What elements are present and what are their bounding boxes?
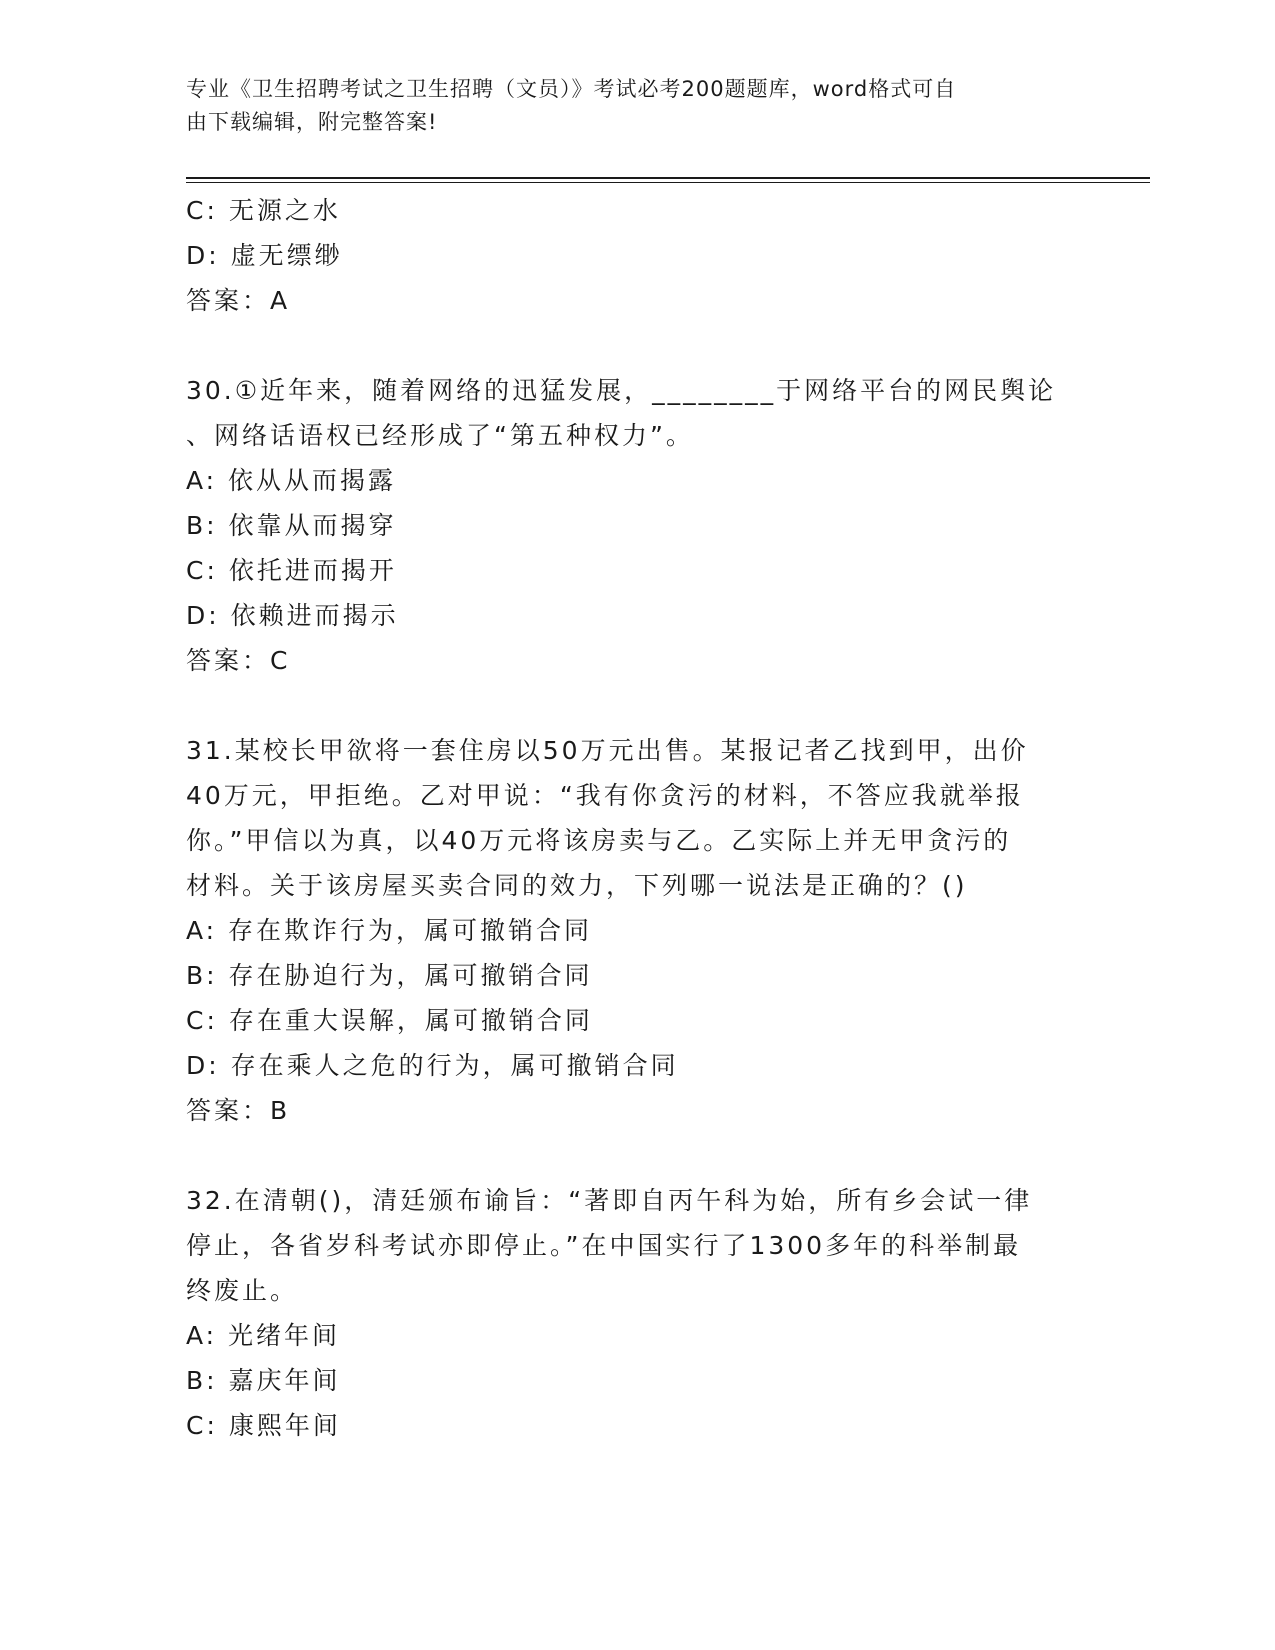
q31-option-d: D: 存在乘人之危的行为，属可撤销合同	[186, 1051, 679, 1080]
q31-stem-line-2: 40万元，甲拒绝。乙对甲说：“我有你贪污的材料，不答应我就举报	[186, 781, 1024, 810]
q31-option-a: A: 存在欺诈行为，属可撤销合同	[186, 916, 593, 945]
q31-option-c: C: 存在重大误解，属可撤销合同	[186, 1006, 593, 1035]
q30-stem-line-1: 30.①近年来，随着网络的迅猛发展，________于网络平台的网民舆论	[186, 376, 1057, 405]
q32-option-c: C: 康熙年间	[186, 1411, 341, 1440]
q30-option-a: A: 依从从而揭露	[186, 466, 397, 495]
q31-answer: 答案：B	[186, 1096, 291, 1125]
q30-stem-line-2: 、网络话语权已经形成了“第五种权力”。	[186, 421, 694, 450]
q32-option-a: A: 光绪年间	[186, 1321, 341, 1350]
q32-stem-line-3: 终废止。	[186, 1276, 299, 1305]
header-line-1: 专业《卫生招聘考试之卫生招聘（文员）》考试必考200题题库，word格式可自	[186, 77, 957, 101]
header-divider-thick	[186, 177, 1150, 179]
q30-answer: 答案：C	[186, 646, 291, 675]
q32-stem-line-2: 停止，各省岁科考试亦即停止。”在中国实行了1300多年的科举制最	[186, 1231, 1022, 1260]
q30-option-b: B: 依靠从而揭穿	[186, 511, 397, 540]
document-header	[186, 73, 1066, 139]
header-line-2: 由下载编辑，附完整答案!	[186, 110, 438, 134]
q31-stem-line-4: 材料。关于该房屋买卖合同的效力，下列哪一说法是正确的？()	[186, 871, 968, 900]
q32-option-b: B: 嘉庆年间	[186, 1366, 341, 1395]
q30-option-d: D: 依赖进而揭示	[186, 601, 399, 630]
q31-stem-line-1: 31.某校长甲欲将一套住房以50万元出售。某报记者乙找到甲，出价	[186, 736, 1029, 765]
q32-stem-line-1: 32.在清朝()，清廷颁布谕旨：“著即自丙午科为始，所有乡会试一律	[186, 1186, 1033, 1215]
prev-option-d: D: 虚无缥缈	[186, 241, 343, 270]
prev-option-c: C: 无源之水	[186, 196, 341, 225]
q31-stem-line-3: 你。”甲信以为真，以40万元将该房卖与乙。乙实际上并无甲贪污的	[186, 826, 1012, 855]
q31-option-b: B: 存在胁迫行为，属可撤销合同	[186, 961, 593, 990]
q30-option-c: C: 依托进而揭开	[186, 556, 397, 585]
header-divider-thin	[186, 182, 1150, 183]
prev-answer: 答案：A	[186, 286, 291, 315]
